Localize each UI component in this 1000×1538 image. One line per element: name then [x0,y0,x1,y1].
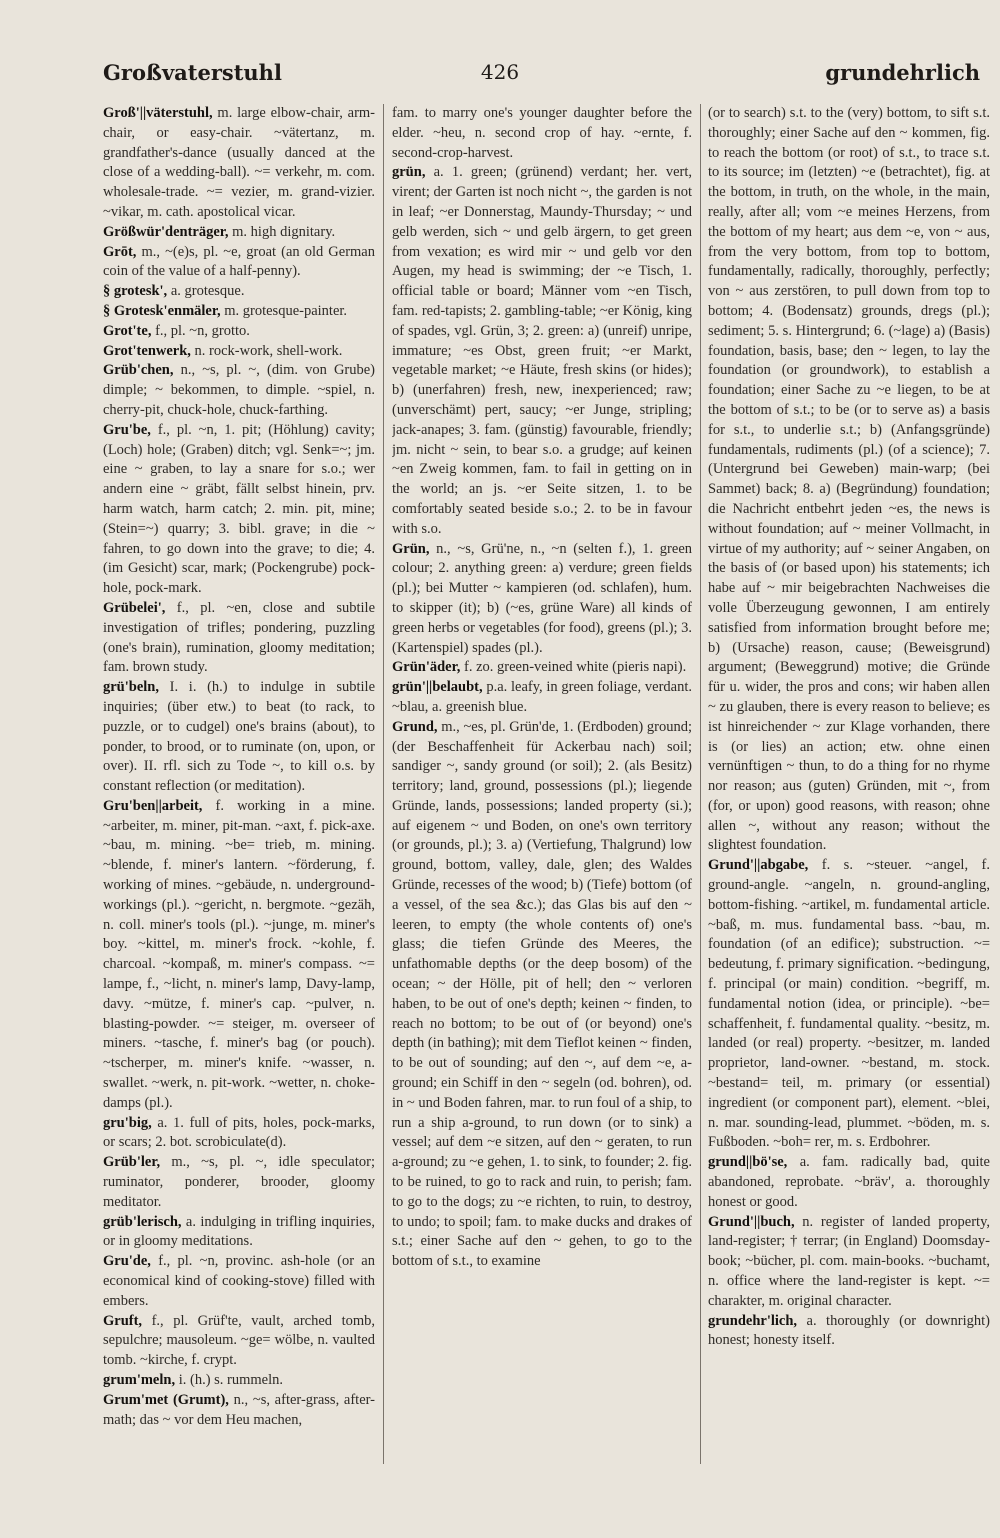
dictionary-entry [103,1153,375,1212]
dictionary-entry [103,322,375,342]
entry-definition: n. rock-work, shell-work. [194,342,343,359]
entry-definition: f., pl. Grüf'te, vault, arched tomb, sepulchre; mausoleum. ~ge= wölbe, n. vaulted tomb. ~kirche, f. crypt. [103,1312,375,1369]
dictionary-entry [708,104,990,856]
dictionary-entry [103,1371,375,1391]
entry-headword: grüb'lerisch, [103,1213,182,1230]
entry-headword: Gruft, [103,1312,143,1329]
entry-definition: f., pl. ~n, grotto. [155,322,250,339]
entry-definition: a. thoroughly (or downright) honest; honesty itself. [708,1312,990,1349]
entry-headword: Gru'ben||arbeit, [103,797,203,814]
entry-definition: p.a. leafy, in green foliage, verdant. ~blau, a. greenish blue. [392,679,692,715]
entry-headword: Grum'met (Grumt), [103,1391,229,1408]
dictionary-entry [103,1213,375,1253]
entry-definition: n., ~s, after-grass, after-math; das ~ vor dem Heu machen, [103,1391,375,1428]
entry-definition: f. zo. green-veined white (pieris napi). [463,659,687,676]
dictionary-entry [392,718,692,1272]
column-rule [700,104,701,1464]
entry-headword: Grund, [392,718,438,735]
dictionary-entry [708,856,990,1153]
column-2 [392,104,692,1504]
dictionary-entry [103,361,375,420]
entry-headword: grum'meln, [103,1372,176,1388]
entry-definition: a. fam. radically bad, quite abandoned, reprobate. ~bräv', a. thoroughly honest or good. [708,1154,990,1210]
column-3 [708,104,990,1504]
dictionary-entry [392,678,692,718]
dictionary-entry [103,302,375,322]
dictionary-entry [708,1213,990,1312]
entry-headword: Grün'äder, [392,659,461,676]
entry-headword: Gru'de, [103,1253,151,1270]
dictionary-entry [103,243,375,283]
entry-definition: m., ~es, pl. Grün'de, 1. (Erdboden) ground; (der Beschaffenheit für Ackerbau nach) soil; sandiger ~, sandy ground (or soil); 2. (als Besitz) territory; land, ground, possessions (pl.); liegende Gründe, lands, possessions; landed property (si.); auf eigenem ~ und Boden, on one's own territory (or grounds, pl.); 3. a) (Vertiefung, Thalgrund) low ground, bottom, valley, dale, glen; des Waldes Gründe, recesses of the wood; b) (Tiefe) bottom (of a vessel, of the sea &c.); das Glas bis auf den ~ leeren, to empty (the whole contents of) one's glass; die tiefen Gründe des Meeres, the unfathomable depths (or the deep bosom) of the ocean; ~ der Hölle, pit of hell; den ~ verloren haben, to be out of one's depth; keinen ~ finden, to reach no bottom; to be out of (or beyond) one's depth (in bathing); mit dem Tieflot keinen ~ finden, to be out of sounding; auf den ~, auf dem ~e, a-ground; ein Schiff in den ~ segeln (od. bohren), od. in ~ und Boden fahren, mar. to run foul of a ship, to run a ship a-ground, to run down (or to sink) a vessel; auf dem ~e sitzen, auf den ~ geraten, to run a-ground; zu ~e gehen, 1. to sink, to founder; 2. fig. to be ruined, to go to rack and ruin, to perish; fam. to go to the dogs; zu ~e richten, to ruin, to destroy, to undo; to spoil; fam. to make ducks and drakes of s.t.; einer Sache auf den ~ gehen, to go to the bottom of s.t., to examine [392,718,692,1270]
entry-definition: n., ~s, Grü'ne, n., ~n (selten f.), 1. green colour; 2. anything green: a) verdure; green fields (pl.); bei Mutter ~ kampieren (od. schlafen), hum. to skipper (it); b) (~es, grüne Ware) all kinds of green herbs or vegetables (for food), greens (pl.); 3. (Kartenspiel) spades (pl.). [392,540,692,656]
entry-headword: Grund'||buch, [708,1213,795,1230]
dictionary-entry [708,1312,990,1352]
dictionary-entry [392,163,692,539]
entry-definition: m. large elbow-chair, arm-chair, or easy-chair. ~vätertanz, m. grandfather's-dance (usually danced at the close of a wedding-ball). ~= verkehr, m. com. wholesale-trade. ~= vezier, m. grand-vizier. ~vikar, m. cath. apostolical vicar. [103,105,375,220]
entry-definition: f., pl. ~n, 1. pit; (Höhlung) cavity; (Loch) hole; (Graben) ditch; vgl. Senk=~; jm. eine ~ graben, to lay a snare for s.o.; wer andern eine ~ gräbt, fällt selbst hinein, prv. harm watch, harm catch; 2. min. pit, mine; (Stein=~) quarry; 3. bibl. grave; in die ~ fahren, to go down into the grave; to die; 4. (im Gesicht) scar, mark; (Pockengrube) pock-hole, pock-mark. [103,421,375,597]
entry-headword: grün, [392,164,426,181]
entry-headword: § grotesk', [103,283,168,300]
entry-headword: Grōt, [103,243,137,260]
entry-definition: n. register of landed property, land-register; † terrar; (in England) Doomsday-book; ~bücher, pl. com. main-books. ~buchamt, n. office where the land-register is kept. ~= charakter, m. original character. [708,1213,990,1309]
dictionary-entry [392,104,692,163]
running-head-right: grundehrlich [825,60,980,85]
entry-definition: m. grotesque-painter. [224,302,348,319]
entry-headword: grü'beln, [103,679,159,696]
entry-headword: Grüb'ler, [103,1154,161,1171]
dictionary-entry [392,658,692,678]
entry-definition: I. i. (h.) to indulge in subtile inquiries; (über etw.) to beat (to rack, to puzzle, or to cudgel) one's brains (about), to ponder, to brood, or to ruminate (on, upon, or over). II. rfl. sich zu Tode ~, to kill o.s. by constant reflection (or meditation). [103,679,375,795]
dictionary-entry [103,421,375,599]
entry-definition: a. grotesque. [170,283,245,300]
entry-headword: Grübelei', [103,599,166,616]
page-number: 426 [480,60,520,84]
dictionary-entry [103,1312,375,1371]
entry-definition: f. working in a mine. ~arbeiter, m. miner, pit-man. ~axt, f. pick-axe. ~bau, m. mining. ~be= trieb, m. mining. ~blende, f. miner's lantern. ~förderung, f. working of mines. ~gebäude, n. underground-workings (pl.). ~gericht, n. bergmote. ~gezäh, n. coll. miner's tools (pl.). ~junge, m. miner's boy. ~kittel, m. miner's frock. ~kohle, f. charcoal. ~kompaß, m. miner's compass. ~= lampe, f., ~licht, n. miner's lamp, Davy-lamp, davy. ~mütze, f. miner's cap. ~pulver, n. blasting-powder. ~= steiger, m. overseer of miners. ~tasche, f. miner's bag (or pouch). ~tscherper, m. miner's knife. ~wasser, n. swallet. ~werk, n. pit-work. ~wetter, n. choke-damps (pl.). [103,797,375,1111]
entry-definition: m., ~(e)s, pl. ~e, groat (an old German coin of the value of a half-penny). [103,243,375,280]
dictionary-entry [103,223,375,243]
entry-definition: m., ~s, pl. ~, idle speculator; ruminator, ponderer, brooder, gloomy meditator. [103,1154,375,1210]
entry-headword: Grüb'chen, [103,362,174,379]
entry-headword: Größwür'denträger, [103,223,229,240]
entry-headword: Grot'tenwerk, [103,342,191,359]
entry-definition: a. indulging in trifling inquiries, or in gloomy meditations. [103,1213,375,1250]
entry-definition: n., ~s, pl. ~, (dim. von Grube) dimple; ~ bekommen, to dimple. ~spiel, n. cherry-pit, chuck-hole, chuck-farthing. [103,362,375,418]
entry-definition: i. (h.) s. rummeln. [178,1372,284,1388]
entry-definition: a. 1. green; (grünend) verdant; her. vert, virent; der Garten ist noch nicht ~, the garden is not in leaf; ~er Donnerstag, Maundy-Thursday; ~ und gelb werden, sich ~ und gelb ärgern, to get green from vexation; es wird mir ~ und gelb vor den Augen, my head is swimming; der ~e Tisch, 1. official table or board; Männer vom ~en Tisch, fam. red-tapists; 2. gambling-table; ~er König, king of spades, vgl. Grün, 3; 2. green: a) (unreif) unripe, immature; ~es Obst, green fruit; ~er Markt, vegetable market; ~e Häute, fresh skins (or hides); b) (unerfahren) fresh, new, inexperienced; raw; (unverschämt) pert, saucy; ~er Junge, stripling; jack-anapes; 3. fam. (günstig) favourable, friendly; jm. nicht ~ sein, to bear s.o. a grudge; auf keinen ~en Zweig kommen, fam. to fail in getting on in the world; an js. ~er Seite sitzen, 1. to be comfortably seated beside s.o.; 2. to be in favour with s.o. [392,164,692,537]
dictionary-entry [103,282,375,302]
entry-definition: a. 1. full of pits, holes, pock-marks, or scars; 2. bot. scrobiculate(d). [103,1114,375,1151]
dictionary-entry [103,1114,375,1154]
entry-headword: § Grotesk'enmäler, [103,302,221,319]
dictionary-entry [103,104,375,223]
dictionary-entry [708,1153,990,1212]
entry-headword: Gru'be, [103,421,151,438]
entry-headword: Grün, [392,540,430,557]
dictionary-entry [103,797,375,1114]
entry-headword: Grund'||abgabe, [708,857,809,874]
entry-definition: f., pl. ~en, close and subtile investigation of trifles; pondering, puzzling (one's brain), rumination, gloomy meditation; fam. brown study. [103,599,375,676]
dictionary-entry [392,540,692,659]
entry-headword: grün'||belaubt, [392,679,483,696]
entry-definition: f., pl. ~n, provinc. ash-hole (or an economical kind of cooking-stove) filled with embers. [103,1253,375,1309]
entry-headword: grundehr'lich, [708,1312,798,1329]
entry-headword: Groß'||väterstuhl, [103,105,213,121]
column-1 [103,104,375,1504]
dictionary-entry [103,1391,375,1431]
entry-definition: f. s. ~steuer. ~angel, f. ground-angle. ~angeln, n. ground-angling, bottom-fishing. ~artikel, m. fundamental article. ~baß, m. mus. fundamental bass. ~bau, m. foundation (of an edifice); substruction. ~= bedeutung, f. primary signification. ~bedingung, f. principal (or main) condition. ~begriff, m. fundamental notion (idea, or principle). ~be= schaffenheit, f. fundamental quality. ~besitz, m. landed (or real) property. ~besitzer, m. landed proprietor, land-owner. ~bestand, m. stock. ~bestand= teil, m. primary (or essential) ingredient (or component part), element. ~blei, n. mar. sounding-lead, plummet. ~böden, m. s. Fußboden. ~boh= rer, m. s. Erdbohrer. [708,857,990,1151]
entry-definition: (or to search) s.t. to the (very) bottom, to sift s.t. thoroughly; einer Sache auf den ~ kommen, fig. to reach the bottom (or root) of s.t., to trace s.t. to its source; im (letzten) ~e (betrachtet), fig. at the bottom, in truth, on the whole, in the main, really, after all; vom ~e meines Herzens, from the bottom of my heart; aus dem ~e, von ~ aus, from the very bottom, from top to bottom, fundamentally, radically, thoroughly, perfectly; von ~ aus zerstören, to pull down from top to bottom; 4. (Bodensatz) grounds, dregs (pl.); sediment; 5. s. Hintergrund; 6. (~lage) a) (Basis) foundation, basis, base; den ~ legen, to lay the foundation (or groundwork), to establish a foundation; einer Sache zu ~e liegen, to be at the bottom of s.t.; to be (or to serve as) a basis for s.t., to underlie s.t.; b) (Anfangsgründe) fundamentals, rudiments (pl.) (of a science); 7. (Untergrund bei Geweben) main-warp; (bei Sammet) back; 8. a) (Begründung) foundation; die Nachricht entbehrt jeden ~es, the news is without foundation; auf ~ meiner Vollmacht, in virtue of my authority; auf ~ seiner Angaben, on the basis of (or based upon) his statements; ich habe auf ~ mir beigebrachten Nachweises die volle Überzeugung gewonnen, I am entirely satisfied from information brought before me; b) (Ursache) reason, cause; (Beweisgrund) argument; (Beweggrund) motive; die Gründe für u. wider, the pros and cons; wir haben allen ~ zu glauben, there is every reason to believe; es ist hinreichender ~ zur Klage vorhanden, there is (or lies) an action; etw. ohne einen vernünftigen ~ thun, to do a thing for no rhyme nor reason; aus (guten) Gründen, mit ~, from (for, or upon) good reasons, with reason; ohne allen ~, without any reason; without the slightest foundation. [708,105,990,854]
entry-headword: Grot'te, [103,322,152,339]
dictionary-entry [103,678,375,797]
dictionary-entry [103,599,375,678]
entry-headword: grund||bö'se, [708,1154,788,1171]
dictionary-entry [103,342,375,362]
entry-definition: m. high dignitary. [232,223,336,240]
entry-headword: gru'big, [103,1114,152,1131]
column-rule [383,104,384,1464]
dictionary-entry [103,1252,375,1311]
entry-definition: fam. to marry one's younger daughter before the elder. ~heu, n. second crop of hay. ~ernte, f. second-crop-harvest. [392,105,692,161]
running-head-left: Großvaterstuhl [103,60,282,85]
